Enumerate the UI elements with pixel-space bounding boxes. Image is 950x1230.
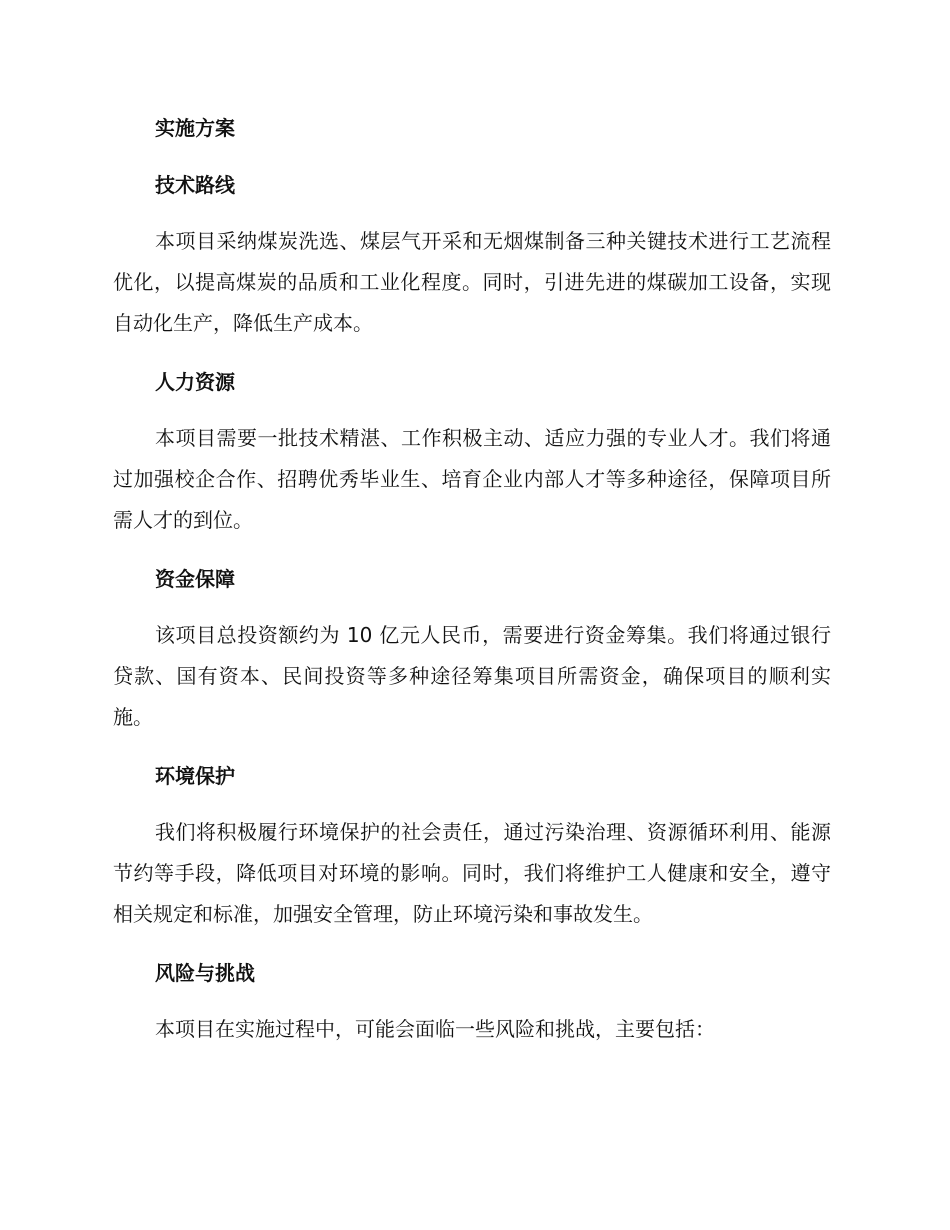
section-heading-environment: 环境保护	[155, 764, 235, 788]
document-title: 实施方案	[155, 116, 235, 140]
section-heading-tech-route: 技术路线	[155, 173, 235, 197]
section-heading-risks: 风险与挑战	[155, 961, 255, 985]
section-paragraph-environment: 我们将积极履行环境保护的社会责任，通过污染治理、资源循环利用、能源节约等手段，降低项目对环境的影响。同时，我们将维护工人健康和安全，遵守相关规定和标准，加强安全管理，防止环境污染和事故发生。	[113, 820, 831, 926]
section-heading-human-resources: 人力资源	[155, 370, 235, 394]
section-paragraph-funding: 该项目总投资额约为 10 亿元人民币，需要进行资金筹集。我们将通过银行贷款、国有资本、民间投资等多种途径筹集项目所需资金，确保项目的顺利实施。	[113, 623, 831, 729]
section-heading-funding: 资金保障	[155, 567, 235, 591]
section-paragraph-tech-route: 本项目采纳煤炭洗选、煤层气开采和无烟煤制备三种关键技术进行工艺流程优化，以提高煤炭的品质和工业化程度。同时，引进先进的煤碳加工设备，实现自动化生产，降低生产成本。	[113, 229, 831, 335]
section-paragraph-risks: 本项目在实施过程中，可能会面临一些风险和挑战，主要包括：	[155, 1017, 715, 1041]
document-page	[113, 107, 831, 1067]
section-paragraph-human-resources: 本项目需要一批技术精湛、工作积极主动、适应力强的专业人才。我们将通过加强校企合作、招聘优秀毕业生、培育企业内部人才等多种途径，保障项目所需人才的到位。	[113, 426, 831, 532]
